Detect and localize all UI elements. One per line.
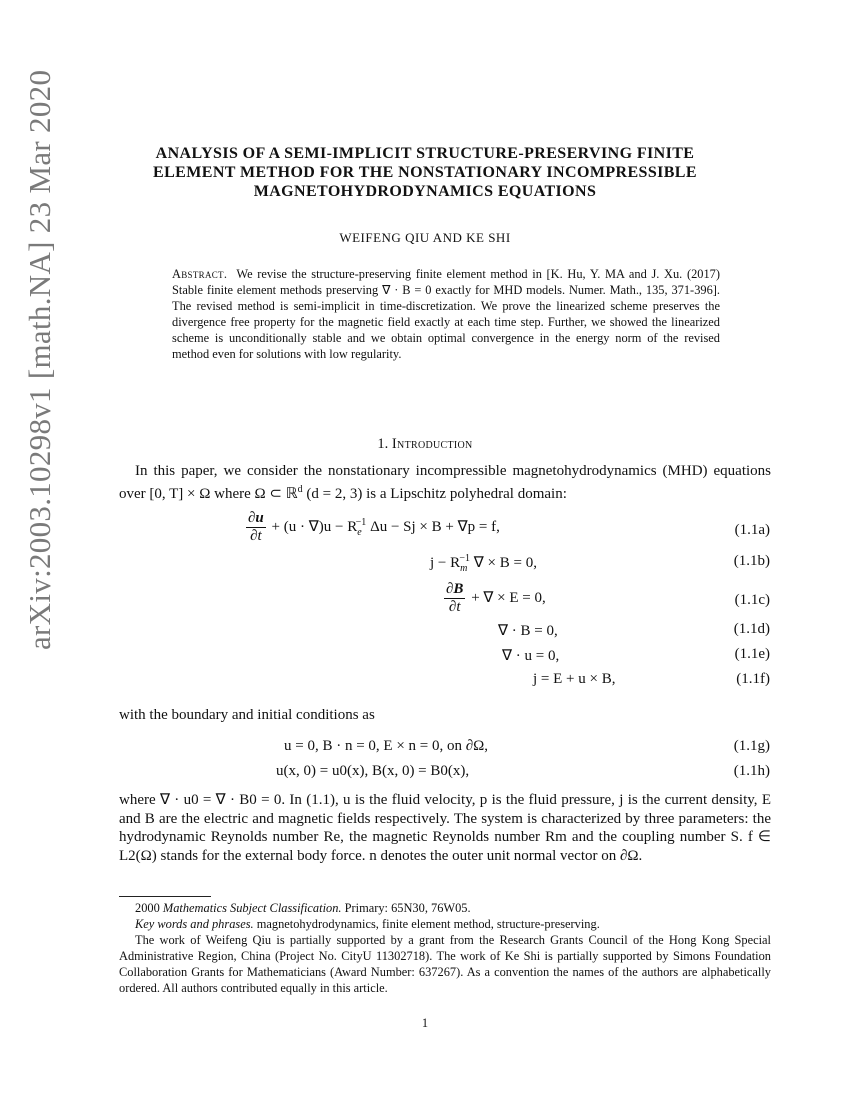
msc-label: Mathematics Subject Classification.	[162, 901, 342, 915]
footnote-funding: The work of Weifeng Qiu is partially supported by a grant from the Research Grants Council of the Hong Kong Special Administrative Region, China (Project No. CityU 11302718). The work of Ke Shi is partially supported by Simons Foundation Collaboration Grants for Mathematicians (Award Number: 637267). As a convention the names of the authors are alphabetically ordered. All authors contributed equally in this article.	[119, 933, 771, 995]
footnote-rule	[119, 896, 211, 897]
title-line-1: ANALYSIS OF A SEMI-IMPLICIT STRUCTURE-PRESERVING FINITE	[155, 145, 695, 162]
section-heading	[0, 436, 850, 453]
section-title: Introduction	[391, 436, 473, 452]
eq-1b-tail: ∇ × B = 0,	[473, 555, 537, 571]
footnote-keywords	[119, 916, 771, 932]
eq-number-1c: (1.1c)	[734, 592, 770, 608]
eq-number-1e: (1.1e)	[734, 646, 770, 662]
boundary-intro-line: with the boundary and initial conditions as	[119, 707, 375, 723]
equation-1-1g: u = 0, B · n = 0, E × n = 0, on ∂Ω,	[284, 738, 489, 754]
keywords-text: magnetohydrodynamics, finite element method, structure-preserving.	[256, 917, 600, 931]
equation-1-1f: j = E + u × B,	[533, 671, 616, 687]
abstract-text: We revise the structure-preserving finite element method in [K. Hu, Y. MA and J. Xu. (2017) Stable finite element methods preserving ∇ · B = 0 exactly for MHD models. Numer. Math., 135, 371-396]. The revised method is semi-implicit in time-discretization. We prove the linearized scheme preserves the divergence free property for the magnetic field exactly at each time step. Further, we showed the linearized scheme is unconditionally stable and we obtain optimal convergence in the energy norm of the revised method even for solutions with low regularity.	[172, 267, 720, 361]
equation-1-1b: $j - R_m^{-1}$ ∇ × B = 0,	[430, 553, 537, 574]
eq-1a-part: + (u · ∇)u − R	[271, 518, 358, 535]
equation-1-1c	[442, 581, 546, 616]
arxiv-sidebar-stamp: arXiv:2003.10298v1 [math.NA] 23 Mar 2020	[22, 69, 57, 650]
eq-number-1b: (1.1b)	[733, 553, 770, 569]
title-line-2: ELEMENT METHOD FOR THE NONSTATIONARY INCOMPRESSIBLE	[153, 164, 697, 181]
abstract-label: Abstract.	[172, 267, 228, 281]
paper-title	[100, 144, 750, 201]
eq-1b-part: j − R	[430, 555, 461, 571]
page-number: 1	[421, 1016, 429, 1030]
eq-number-1h: (1.1h)	[733, 763, 770, 779]
fraction-dB-dt: $\frac{\partial B}{\partial t}$	[446, 581, 464, 615]
eq-number-1f: (1.1f)	[736, 671, 770, 687]
eq-1c-tail: + ∇ × E = 0,	[471, 589, 546, 606]
abstract	[172, 266, 720, 362]
intro-text: In this paper, we consider the nonstationary incompressible magnetohydrodynamics (MHD) equations over [0, T] × Ω where Ω ⊂ ℝ	[119, 463, 771, 502]
eq-number-1g: (1.1g)	[733, 738, 770, 754]
where-paragraph: where ∇ · u0 = ∇ · B0 = 0. In (1.1), u is the fluid velocity, p is the fluid pressure, j is the current density, E and B are the electric and magnetic fields respectively. The system is characterized by three parameters: the hydrodynamic Reynolds number Re, the magnetic Reynolds number Rm and the coupling number S. f ∈ L2(Ω) stands for the external body force. n denotes the outer unit normal vector on ∂Ω.	[119, 792, 771, 864]
fraction-du-dt: $\frac{\partial u}{\partial t}$	[248, 510, 264, 544]
equation-1-1h: u(x, 0) = u0(x), B(x, 0) = B0(x),	[276, 763, 470, 779]
intro-sup: d	[297, 483, 303, 495]
eq-number-1a: (1.1a)	[734, 522, 770, 538]
intro-text-end: (d = 2, 3) is a Lipschitz polyhedral domain:	[302, 485, 567, 502]
authors: WEIFENG QIU AND KE SHI	[339, 230, 511, 245]
msc-year: 2000	[135, 901, 160, 915]
footnote-msc	[119, 900, 771, 916]
equation-1-1a: $\frac{\partial u}{\partial t}$ + $(u \cdot \nabla)u - R_e^{-1}$ Δu − Sj × B + ∇p = f,	[248, 510, 500, 544]
title-line-3: MAGNETOHYDRODYNAMICS EQUATIONS	[253, 183, 597, 200]
intro-paragraph	[119, 462, 771, 503]
msc-text: Primary: 65N30, 76W05.	[344, 901, 471, 915]
keywords-label: Key words and phrases.	[135, 917, 254, 931]
eq-1a-tail: Δu − Sj × B + ∇p = f,	[370, 518, 500, 535]
equation-1-1d: ∇ · B = 0,	[498, 623, 558, 639]
section-number: 1.	[377, 436, 389, 452]
eq-number-1d: (1.1d)	[733, 621, 770, 637]
equation-1-1e: ∇ · u = 0,	[502, 648, 560, 664]
